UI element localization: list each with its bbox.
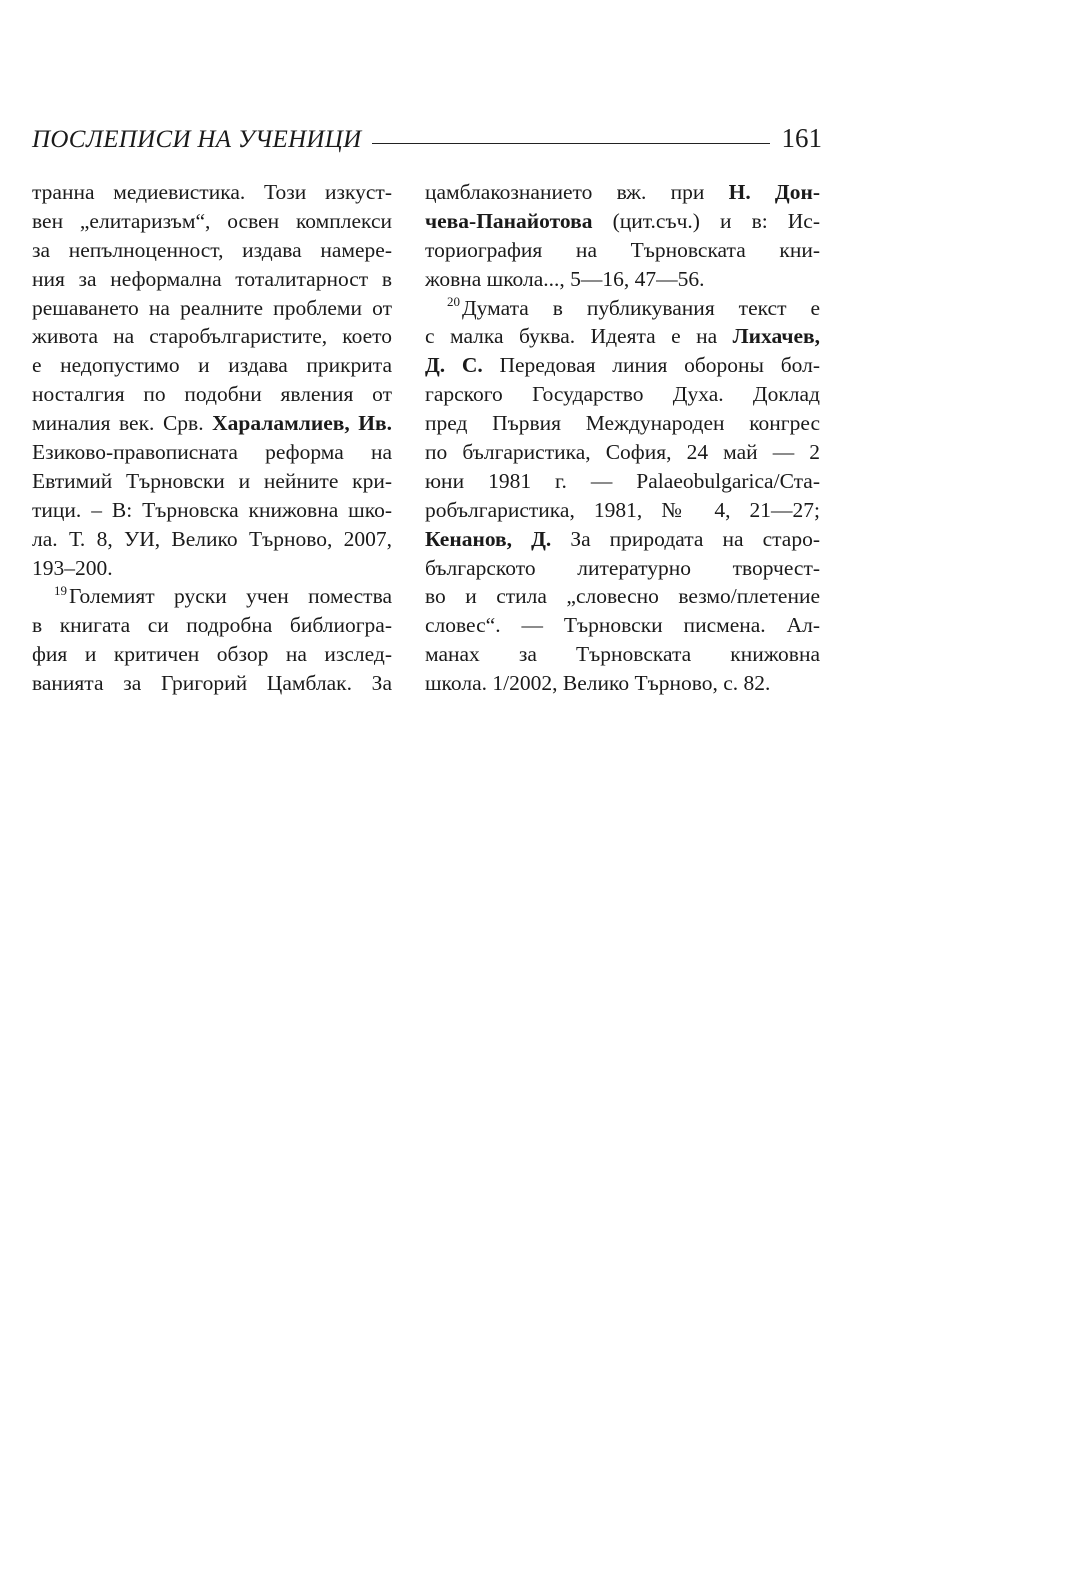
text-line: за непълноценност, издава намере- [32, 237, 392, 262]
text-line: носталгия по подобни явления от [32, 382, 392, 407]
text-line: во и стила „словесно везмо/плетение [425, 584, 820, 609]
author-reference: Хараламлиев, Ив. [212, 411, 392, 436]
text-fragment: с малка буква. Идеята е на [425, 324, 733, 349]
left-column [32, 178, 392, 698]
text-line: школа. 1/2002, Велико Търново, с. 82. [425, 671, 771, 696]
footnote-marker: 20 [447, 294, 460, 310]
header-rule [372, 143, 770, 144]
running-title: ПОСЛЕПИСИ НА УЧЕНИЦИ [32, 126, 362, 153]
author-reference: Н. Дон- [728, 180, 821, 204]
text-line: ния за неформална тоталитарност в [32, 266, 392, 291]
text-line: транна медиевистика. Този изкуст- [32, 180, 392, 204]
text-line: словес“. — Търновски писмена. Ал- [425, 613, 820, 638]
author-reference: Лихачев, [732, 324, 820, 349]
text-line: манах за Търновската книжовна [425, 642, 820, 667]
text-fragment: Големият руски учен помества [69, 584, 392, 609]
text-line: ториография на Търновската кни- [425, 237, 820, 262]
text-line: е недопустимо и издава прикрита [32, 353, 392, 378]
text-line: в книгата си подробна библиогра- [32, 613, 392, 638]
footnote-19-line [32, 582, 392, 611]
text-line: гарского Государство Духа. Доклад [425, 382, 820, 407]
text-line: решаването на реалните проблеми от [32, 295, 392, 320]
text-line [425, 178, 820, 207]
text-line [32, 409, 392, 438]
text-line: 193–200. [32, 555, 113, 580]
text-line: тици. – В: Търновска книжовна шко- [32, 497, 392, 522]
text-fragment: (цит.съч.) и в: Ис- [592, 208, 820, 233]
right-column [425, 178, 820, 698]
text-line: българското литературно творчест- [425, 555, 820, 580]
text-line: юни 1981 г. — Palaeobulgarica/Ста- [425, 468, 820, 493]
text-line: Евтимий Търновски и нейните кри- [32, 468, 392, 493]
footnote-marker: 19 [54, 583, 67, 599]
text-line [425, 525, 820, 554]
text-line: жовна школа..., 5—16, 47—56. [425, 266, 705, 291]
text-line [425, 351, 820, 380]
text-fragment: Передовая линия обороны бол- [482, 353, 820, 378]
text-line: ванията за Григорий Цамблак. За [32, 671, 392, 696]
text-fragment: цамблакознанието вж. при [425, 180, 729, 204]
text-line: фия и критичен обзор на изслед- [32, 642, 392, 667]
text-fragment: Думата в публикувания текст е [462, 295, 820, 320]
running-header [32, 112, 822, 152]
text-line [425, 207, 820, 236]
text-fragment: За природата на старо- [551, 526, 820, 551]
text-line: живота на старобългаристите, което [32, 324, 392, 349]
text-line: ла. Т. 8, УИ, Велико Търново, 2007, [32, 526, 392, 551]
text-fragment: миналия век. Срв. [32, 411, 213, 436]
footnote-20-line [425, 294, 820, 323]
text-line: по българистика, София, 24 май — 2 [425, 440, 820, 465]
author-reference: чева-Панайотова [425, 208, 593, 233]
author-reference: Кенанов, Д. [425, 526, 552, 551]
author-reference: Д. С. [425, 353, 483, 378]
text-line: вен „елитаризъм“, освен комплекси [32, 208, 392, 233]
text-line: Езиково-правописната реформа на [32, 440, 392, 465]
page-number: 161 [781, 123, 822, 153]
text-line: робългаристика, 1981, № 4, 21—27; [425, 497, 820, 522]
text-line [425, 322, 820, 351]
text-line: пред Първия Международен конгрес [425, 411, 820, 436]
